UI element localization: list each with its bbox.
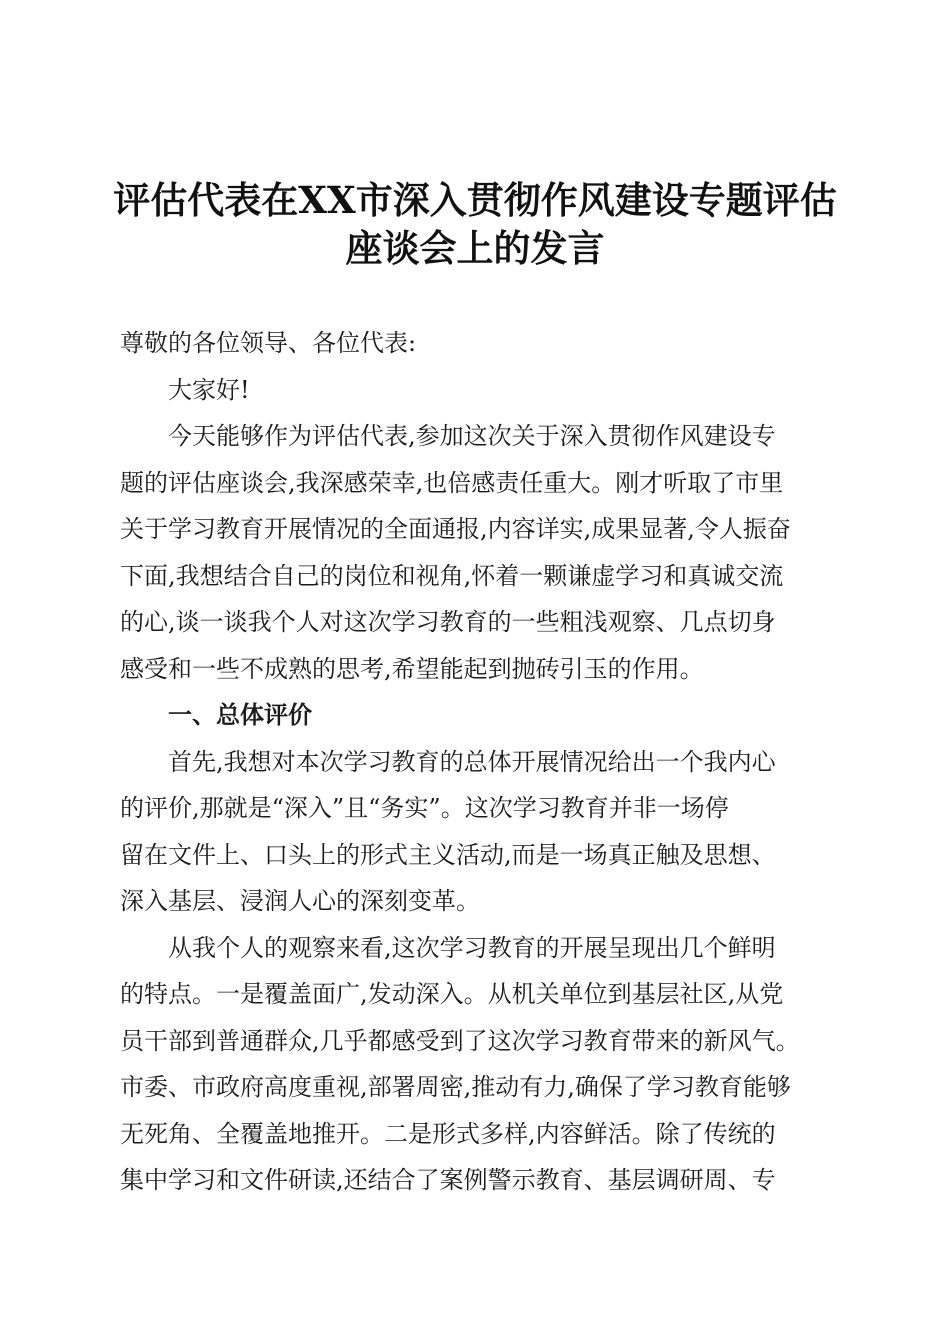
- document-title: [80, 176, 870, 272]
- paragraph-line: 关于学习教育开展情况的全面通报,内容详实,成果显著,令人振奋: [120, 515, 791, 543]
- title-line-1: 评估代表在XX市深入贯彻作风建设专题评估: [113, 178, 837, 222]
- paragraph-line: 题的评估座谈会,我深感荣幸,也倍感责任重大。刚才听取了市里: [120, 468, 784, 497]
- paragraph-line: 的心,谈一谈我个人对这次学习教育的一些粗浅观察、几点切身: [120, 608, 776, 636]
- paragraph-line: 深入基层、浸润人心的深刻变革。: [120, 887, 480, 915]
- paragraph-line: 留在文件上、口头上的形式主义活动,而是一场真正触及思想、: [120, 840, 776, 869]
- intro-paragraph: [120, 413, 832, 692]
- paragraph-line: 员干部到普通群众,几乎都感受到了这次学习教育带来的新风气。: [120, 1026, 800, 1055]
- paragraph-line: 下面,我想结合自己的岗位和视角,怀着一颗谦虚学习和真诚交流: [120, 561, 784, 590]
- paragraph-line: 感受和一些不成熟的思考,希望能起到抛砖引玉的作用。: [120, 654, 704, 683]
- salutation: 尊敬的各位领导、各位代表:: [120, 329, 417, 357]
- paragraph-line: 今天能够作为评估代表,参加这次关于深入贯彻作风建设专: [168, 422, 776, 450]
- title-line-2: 座谈会上的发言: [345, 226, 605, 270]
- paragraph-line: 无死角、全覆盖地推开。二是形式多样,内容鲜活。除了传统的: [120, 1119, 776, 1148]
- section-heading: 一、总体评价: [168, 701, 312, 729]
- document-body: [120, 320, 832, 1204]
- section1-paragraph-2: [120, 925, 832, 1204]
- greeting: 大家好!: [168, 375, 250, 404]
- paragraph-line: 从我个人的观察来看,这次学习教育的开展呈现出几个鲜明: [168, 933, 776, 962]
- section1-paragraph-1: [120, 739, 832, 925]
- paragraph-line: 市委、市政府高度重视,部署周密,推动有力,确保了学习教育能够: [120, 1073, 791, 1101]
- paragraph-line: 集中学习和文件研读,还结合了案例警示教育、基层调研周、专: [120, 1166, 776, 1194]
- paragraph-line: 的特点。一是覆盖面广,发动深入。从机关单位到基层社区,从党: [120, 980, 784, 1008]
- paragraph-line: 首先,我想对本次学习教育的总体开展情况给出一个我内心: [168, 747, 776, 776]
- paragraph-line: 的评价,那就是“深入”且“务实”。这次学习教育并非一场停: [120, 794, 729, 822]
